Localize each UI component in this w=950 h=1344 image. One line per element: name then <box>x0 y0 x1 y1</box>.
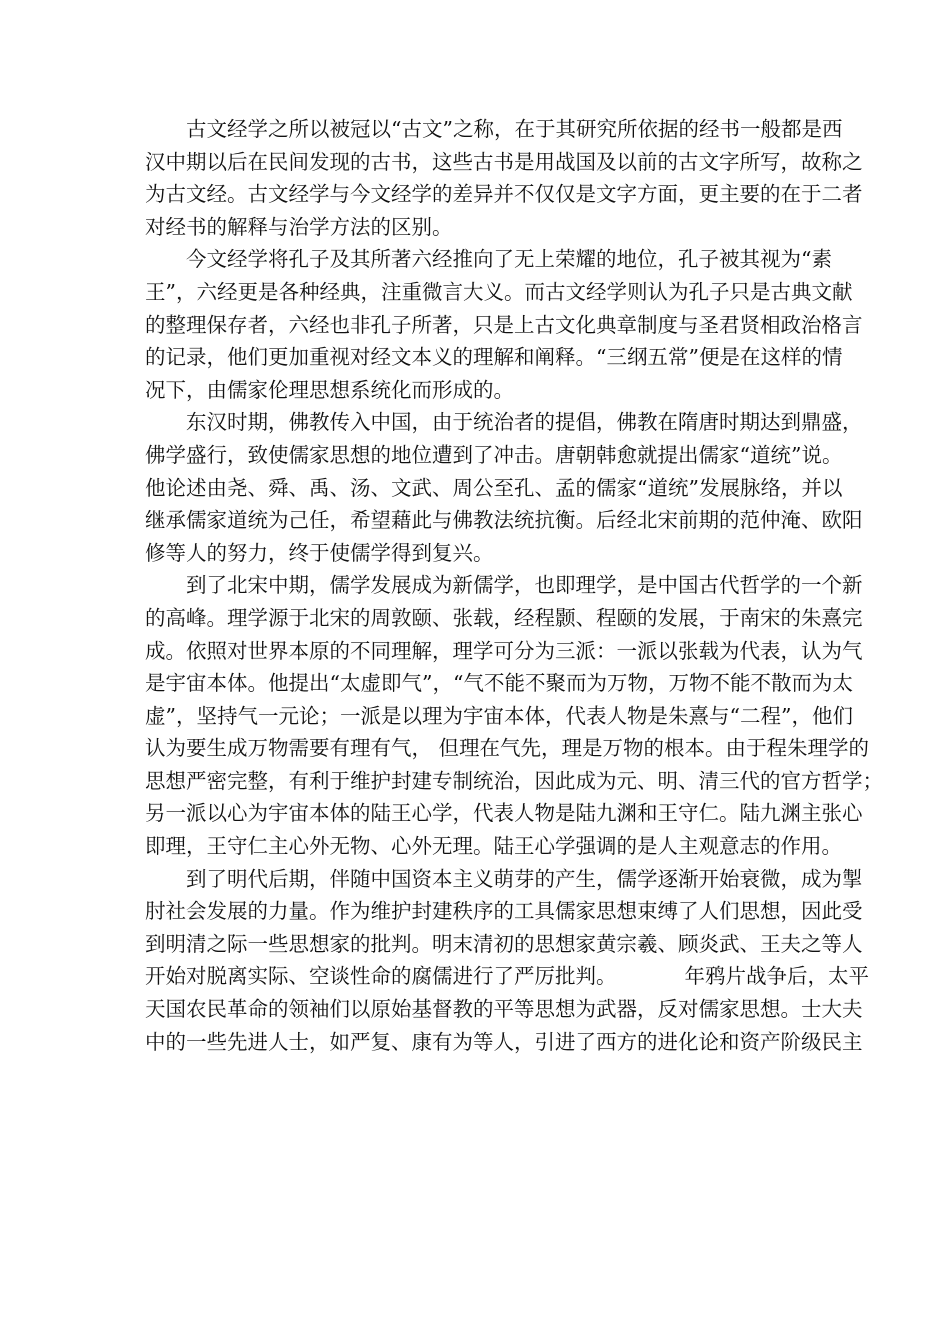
text-line: 虚”，坚持气一元论；一派是以理为宇宙本体，代表人物是朱熹与“二程”，他们 <box>145 703 853 728</box>
text-line: 成。依照对世界本原的不同理解，理学可分为三派：一派以张载为代表，认为气 <box>145 638 863 663</box>
text-line: 他论述由尧、舜、禹、汤、文武、周公至孔、孟的儒家“道统”发展脉络，并以 <box>145 475 843 500</box>
text-line-with-gap <box>145 960 869 993</box>
text-line: 的高峰。理学源于北宋的周敦颐、张载，经程颢、程颐的发展，于南宋的朱熹完 <box>145 605 863 630</box>
text-line: 认为要生成万物需要有理有气， 但理在气先，理是万物的根本。由于程朱理学的 <box>145 736 870 761</box>
text-segment: 年鸦片战争后，太平 <box>684 964 869 989</box>
text-line: 的整理保存者，六经也非孔子所著，只是上古文化典章制度与圣君贤相政治格言 <box>145 312 863 337</box>
text-line: 即理，王守仁主心外无物、心外无理。陆王心学强调的是人主观意志的作用。 <box>145 834 842 859</box>
document-body <box>145 113 883 1058</box>
paragraph-3 <box>145 406 863 569</box>
text-line: 今文经学将孔子及其所著六经推向了无上荣耀的地位，孔子被其视为“素 <box>186 247 832 272</box>
paragraph-2 <box>145 243 863 406</box>
text-line: 为古文经。古文经学与今文经学的差异并不仅仅是文字方面，更主要的在于二者 <box>145 182 863 207</box>
paragraph-1 <box>145 113 863 243</box>
text-line: 天国农民革命的领袖们以原始基督教的平等思想为武器，反对儒家思想。士大夫 <box>145 997 863 1022</box>
text-line: 肘社会发展的力量。作为维护封建秩序的工具儒家思想束缚了人们思想，因此受 <box>145 899 863 924</box>
paragraph-4 <box>145 569 883 862</box>
text-line: 是宇宙本体。他提出“太虚即气”，“气不能不聚而为万物，万物不能不散而为太 <box>145 671 853 696</box>
text-line: 东汉时期，佛教传入中国，由于统治者的提倡，佛教在隋唐时期达到鼎盛， <box>186 410 863 435</box>
text-line: 汉中期以后在民间发现的古书，这些古书是用战国及以前的古文字所写，故称之 <box>145 149 863 174</box>
text-line: 修等人的努力，终于使儒学得到复兴。 <box>145 540 494 565</box>
text-line: 到了北宋中期，儒学发展成为新儒学，也即理学，是中国古代哲学的一个新 <box>186 573 863 598</box>
text-line: 王”，六经更是各种经典，注重微言大义。而古文经学则认为孔子只是古典文献 <box>145 279 853 304</box>
text-line: 继承儒家道统为己任，希望藉此与佛教法统抗衡。后经北宋前期的范仲淹、欧阳 <box>145 508 863 533</box>
text-segment: 开始对脱离实际、空谈性命的腐儒进行了严厉批判。 <box>145 964 617 989</box>
text-line: 古文经学之所以被冠以“古文”之称，在于其研究所依据的经书一般都是西 <box>186 117 843 141</box>
text-line: 思想严密完整，有利于维护封建专制统治，因此成为元、明、清三代的官方哲学； <box>145 768 883 793</box>
text-line: 对经书的解释与治学方法的区别。 <box>145 214 453 239</box>
text-line: 到明清之际一些思想家的批判。明末清初的思想家黄宗羲、顾炎武、王夫之等人 <box>145 931 863 956</box>
paragraph-5 <box>145 863 869 1059</box>
text-line: 的记录，他们更加重视对经文本义的理解和阐释。“三纲五常”便是在这样的情 <box>145 345 843 370</box>
text-line: 到了明代后期，伴随中国资本主义萌芽的产生，儒学逐渐开始衰微，成为掣 <box>186 866 863 891</box>
text-line: 另一派以心为宇宙本体的陆王心学，代表人物是陆九渊和王守仁。陆九渊主张心 <box>145 801 863 826</box>
text-line: 中的一些先进人士，如严复、康有为等人，引进了西方的进化论和资产阶级民主 <box>145 1029 863 1054</box>
text-line: 佛学盛行，致使儒家思想的地位遭到了冲击。唐朝韩愈就提出儒家“道统”说。 <box>145 442 843 467</box>
text-line: 况下，由儒家伦理思想系统化而形成的。 <box>145 377 514 402</box>
